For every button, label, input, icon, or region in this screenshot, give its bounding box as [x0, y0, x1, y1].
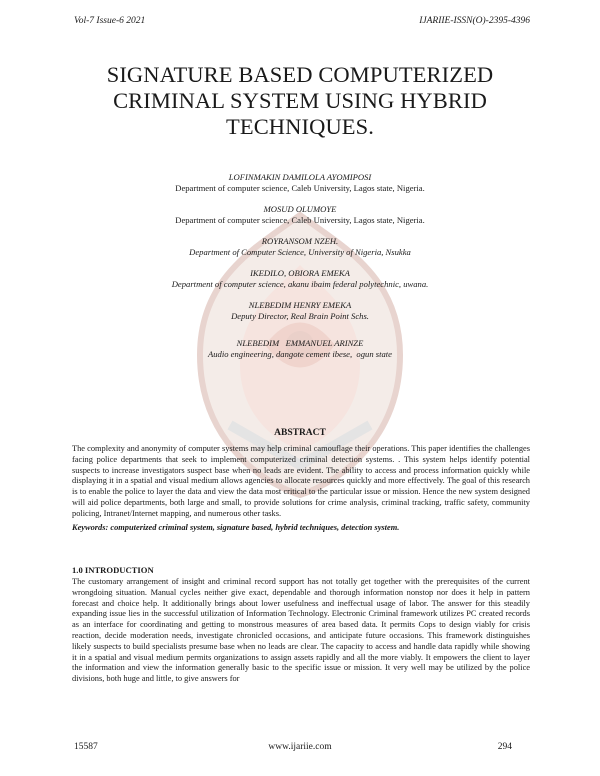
footer-website: www.ijariie.com [268, 742, 332, 752]
footer-page-id: 15587 [74, 742, 98, 752]
journal-volume: Vol-7 Issue-6 2021 [74, 16, 146, 26]
section-heading-introduction: 1.0 INTRODUCTION [72, 565, 154, 575]
author-affiliation: Department of Computer Science, University of Nigeria, Nsukka [189, 247, 411, 257]
author-affiliation: Department of computer science, Caleb University, Lagos state, Nigeria. [175, 183, 425, 193]
author-block [60, 172, 540, 194]
journal-issn: IJARIIE-ISSN(O)-2395-4396 [419, 16, 530, 26]
paper-title: SIGNATURE BASED COMPUTERIZED CRIMINAL SYSTEM USING HYBRID TECHNIQUES. [106, 62, 494, 139]
abstract-text: The complexity and anonymity of computer systems may help criminal camouflage their operations. This paper identifies the challenges facing police departments that seek to implement computerized criminal detection systems. . This system helps identify potential suspects to increase investigators suspect base when no leads are evident. The ability to access and process information quickly while displaying it in a spatial and visual medium allows agencies to allocate resources quickly and more effectively. The goal of this research is to enable the police to layer the data and view the data most critical to the particular issue or mission. Hence the new system designed will aid police departments, both large and small, to provide solutions for crime analysis, criminal tracking, traffic safety, community policing, Intranet/Internet mapping, and numerous other tasks. [72, 444, 530, 518]
author-block [60, 300, 540, 322]
abstract-heading: ABSTRACT [274, 428, 326, 438]
author-list [60, 172, 540, 370]
author-affiliation: Audio engineering, dangote cement ibese, ogun state [207, 349, 392, 359]
author-block [60, 338, 540, 360]
keywords: Keywords: computerized criminal system, signature based, hybrid techniques, detection system. [72, 523, 400, 532]
author-name: NLEBEDIM EMMANUEL ARINZE [236, 338, 364, 348]
author-block [60, 236, 540, 258]
author-affiliation: Department of computer science, Caleb University, Lagos state, Nigeria. [175, 215, 425, 225]
author-name: ROYRANSOM NZEH. [261, 236, 339, 246]
author-affiliation: Department of computer science, akanu ibaim federal polytechnic, uwana. [171, 279, 429, 289]
author-name: LOFINMAKIN DAMILOLA AYOMIPOSI [228, 172, 372, 182]
author-block [60, 204, 540, 226]
author-affiliation: Deputy Director, Real Brain Point Schs. [231, 311, 369, 321]
footer-page-number: 294 [497, 742, 512, 752]
author-name: MOSUD OLUMOYE [263, 204, 337, 214]
author-block [60, 268, 540, 290]
introduction-text: The customary arrangement of insight and criminal record support has not totally get together with the prerequisites of the current wrongdoing situation. Manual cycles neither give exact, dependable and thorough information nonstop nor does it help in pattern forecast and choice help. It additionally brings about lower usefulness and ineffectual usage of labor. The answer for this steadily expanding issue lies in the successful utilization of Information Technology. Electronic Criminal framework utilizes PC created records as an interface for coordinating and getting to monstrous measures of area based data. It permits Cops to design viably for crisis reaction, decide moderation needs, investigate chronicled occasions, and anticipate future occasions. This framework distinguishes likely suspects to build specialists presume base when no leads are clear. The capacity to access and handle data rapidly while showing it in a spatial and visual medium permits organizations to assign assets rapidly and all the more viably. It empowers the client to layer the information and view the information generally basic to the specific issue or mission. It very well may be utilized by the police divisions, both huge and little, to give answers for [72, 577, 530, 684]
author-name: IKEDILO, OBIORA EMEKA [250, 268, 350, 278]
author-name: NLEBEDIM HENRY EMEKA [248, 300, 352, 310]
